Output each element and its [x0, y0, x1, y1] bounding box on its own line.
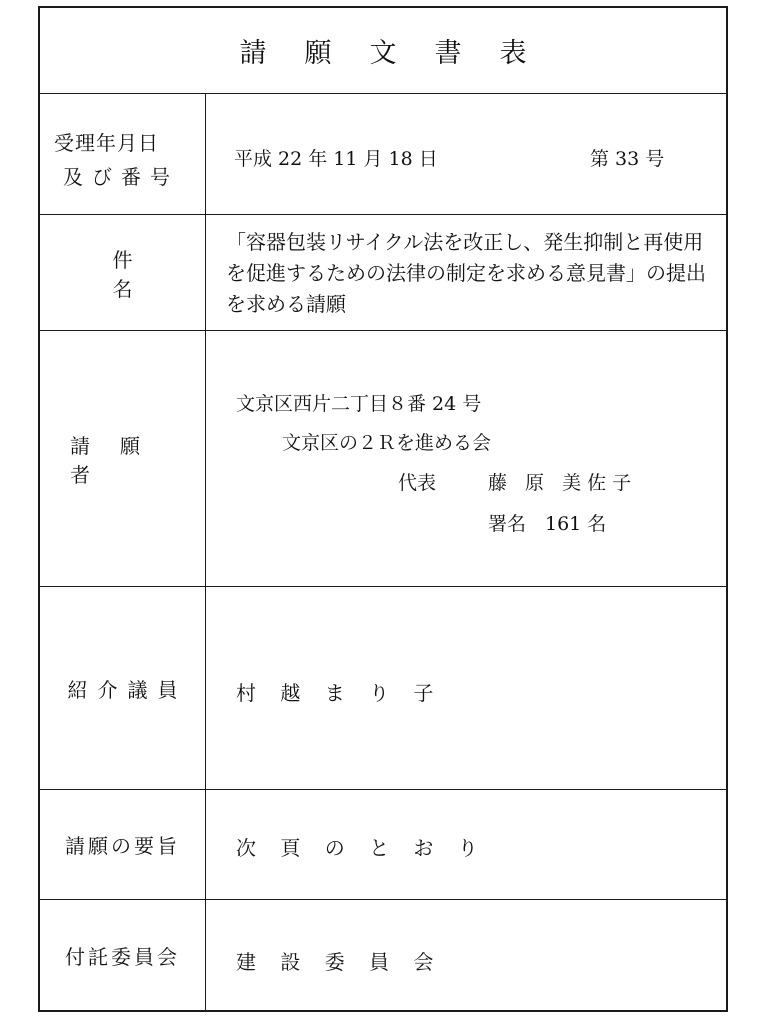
- introducer-label-wrap: [40, 587, 205, 789]
- introducer-label: 紹介議員: [67, 677, 188, 702]
- petition-document-table: [38, 6, 728, 1012]
- petitioner-content-cell: [206, 331, 726, 586]
- summary-content-cell: [206, 790, 726, 899]
- summary-text: 次 頁 の と お り: [236, 836, 487, 860]
- subject-label-wrap: [40, 215, 219, 330]
- petitioner-label-wrap: [40, 331, 205, 586]
- committee-text: 建 設 委 員 会: [236, 950, 443, 974]
- received-label-line2: 及び番号: [63, 165, 179, 189]
- subject-label-cell: [40, 215, 219, 330]
- petitioner-address: 文京区西片二丁目８番 24 号: [236, 393, 482, 415]
- petitioner-organization: 文京区の２Ｒを進める会: [282, 432, 492, 454]
- subject-row: [40, 215, 726, 331]
- petitioner-label: 請願者: [70, 433, 170, 487]
- committee-label: 付託委員会: [65, 944, 180, 969]
- petitioner-label-cell: [40, 331, 206, 586]
- subject-text: 「容器包装リサイクル法を改正し、発生抑制と再使用を促進するための法律の制定を求める意見書」の提出を求める請願: [226, 230, 706, 316]
- received-date: 平成 22 年 11 月 18 日: [234, 148, 438, 170]
- received-label-line1: 受理年月日: [54, 131, 159, 155]
- introducer-name: 村 越 ま り 子: [236, 681, 443, 705]
- document-title: 請願文書表: [239, 38, 565, 69]
- introducer-label-cell: [40, 587, 206, 789]
- introducer-content-cell: [206, 587, 726, 789]
- received-content-cell: [206, 94, 726, 214]
- representative-title: 代表: [398, 472, 437, 494]
- subject-content-cell: [206, 215, 726, 330]
- signature-count: 署名 161 名: [488, 513, 607, 535]
- received-row: [40, 94, 726, 215]
- summary-row: [40, 790, 726, 900]
- subject-label: 件名: [112, 247, 219, 301]
- petition-number: 第 33 号: [590, 148, 665, 170]
- summary-label: 請願の要旨: [65, 834, 180, 858]
- title-row: [40, 8, 726, 94]
- petitioner-row: [40, 331, 726, 587]
- committee-content-cell: [206, 900, 726, 1010]
- summary-label-cell: [40, 790, 206, 899]
- summary-label-wrap: [40, 790, 205, 899]
- committee-row: [40, 900, 726, 1010]
- committee-label-cell: [40, 900, 206, 1010]
- introducer-row: [40, 587, 726, 790]
- received-label-cell: [40, 94, 206, 214]
- representative-name: 藤 原 美佐子: [488, 472, 638, 494]
- committee-label-wrap: [40, 900, 205, 1010]
